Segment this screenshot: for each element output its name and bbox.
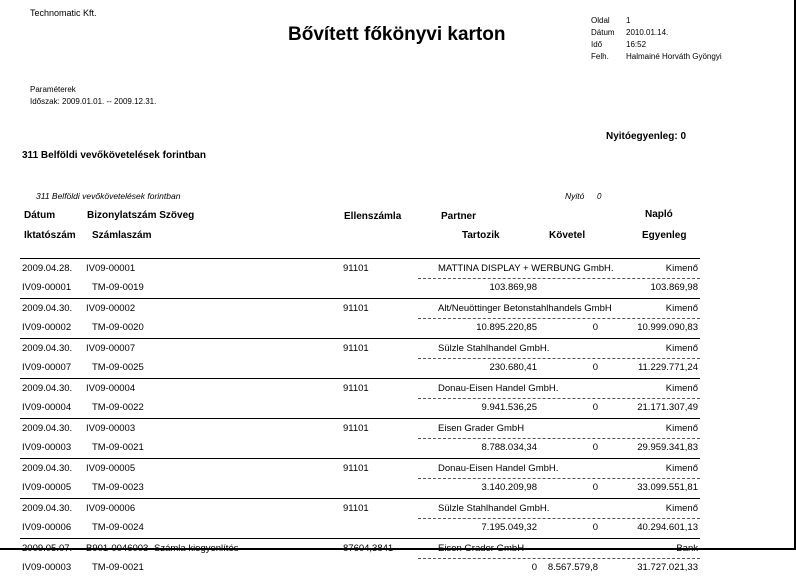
entry-filing-number: IV09-00001 xyxy=(22,282,72,293)
col-naplo: Napló xyxy=(645,209,673,220)
amount-divider xyxy=(418,478,700,479)
entry-journal: Kimenő xyxy=(665,463,698,474)
entry-filing-number: IV09-00002 xyxy=(22,322,72,333)
entry-filing-number: IV09-00004 xyxy=(22,402,72,413)
table-row xyxy=(20,498,700,519)
entry-date: 2009.04.28. xyxy=(22,263,73,274)
entry-debit: 8.788.034,34 xyxy=(481,442,537,453)
meta-user-label: Felh. xyxy=(591,52,609,61)
table-row-detail xyxy=(20,398,700,418)
table-row-detail xyxy=(20,438,700,458)
opening-balance: Nyitóegyenleg: 0 xyxy=(606,131,687,142)
meta-page-value: 1 xyxy=(626,16,631,25)
entry-journal: Kimenő xyxy=(665,383,698,394)
entry-credit: 0 xyxy=(592,482,598,493)
amount-divider xyxy=(418,558,700,559)
meta-date-label: Dátum xyxy=(591,28,615,37)
entry-journal: Kimenő xyxy=(665,343,698,354)
entry-partner: Donau-Eisen Handel GmbH. xyxy=(438,463,559,474)
entry-document-number: B901-0046003 xyxy=(86,543,149,554)
table-row xyxy=(20,418,700,439)
entry-text: Számla kiegyenlítés xyxy=(154,543,239,554)
amount-divider xyxy=(418,358,700,359)
entry-invoice-number: TM-09-0025 xyxy=(92,362,144,373)
entry-invoice-number: TM-09-0019 xyxy=(92,282,144,293)
entry-invoice-number: TM-09-0022 xyxy=(92,402,144,413)
entry-filing-number: IV09-00006 xyxy=(22,522,72,533)
entry-date: 2009.04.30. xyxy=(22,303,73,314)
entry-balance: 29.959.341,83 xyxy=(637,442,698,453)
entry-debit: 9.941.536,25 xyxy=(481,402,537,413)
report-title: Bővített főkönyvi karton xyxy=(288,24,506,45)
entry-credit: 0 xyxy=(592,522,598,533)
entry-counter-account: 91101 xyxy=(343,263,369,274)
entry-document-number: IV09-00005 xyxy=(86,463,136,474)
entry-filing-number: IV09-00007 xyxy=(22,362,72,373)
opening-label: Nyitó xyxy=(565,191,585,201)
entry-partner: MATTINA DISPLAY + WERBUNG GmbH. xyxy=(438,263,614,274)
entry-credit: 0 xyxy=(592,322,598,333)
entry-balance: 10.999.090,83 xyxy=(637,322,698,333)
opening-value: 0 xyxy=(597,192,602,201)
account-title: 311 Belföldi vevőkövetelések forintban xyxy=(22,150,206,161)
entry-journal: Kimenő xyxy=(665,303,698,314)
entry-credit: 0 xyxy=(592,362,598,373)
table-row xyxy=(20,538,700,559)
entry-invoice-number: TM-09-0021 xyxy=(92,562,144,573)
entry-balance: 33.099.551,81 xyxy=(637,482,698,493)
col-partner: Partner xyxy=(441,211,477,222)
entry-journal: Kimenő xyxy=(665,503,698,514)
entry-balance: 21.171.307,49 xyxy=(637,402,698,413)
entry-filing-number: IV09-00005 xyxy=(22,482,72,493)
entry-date: 2009.04.30. xyxy=(22,383,73,394)
entry-partner: Donau-Eisen Handel GmbH. xyxy=(438,383,559,394)
meta-page-label: Oldal xyxy=(591,16,610,25)
entry-filing-number: IV09-00003 xyxy=(22,562,72,573)
col-kovetel: Követel xyxy=(549,230,586,241)
entry-balance: 11.229.771,24 xyxy=(637,362,698,373)
entry-partner: Eisen Grader GmbH xyxy=(438,423,525,434)
entry-date: 2009.04.30. xyxy=(22,423,73,434)
entry-document-number: IV09-00003 xyxy=(86,423,136,434)
entry-debit: 103.869,98 xyxy=(489,282,537,293)
table-row xyxy=(20,258,700,279)
col-tartozik: Tartozik xyxy=(462,230,500,241)
entry-counter-account: 91101 xyxy=(343,303,369,314)
entry-document-number: IV09-00004 xyxy=(86,383,136,394)
entry-invoice-number: TM-09-0021 xyxy=(92,442,144,453)
amount-divider xyxy=(418,518,700,519)
table-row-detail xyxy=(20,518,700,538)
entry-journal: Kimenő xyxy=(665,263,698,274)
meta-time-value: 16:52 xyxy=(626,40,647,49)
entry-journal: Kimenő xyxy=(665,423,698,434)
entry-debit: 230.680,41 xyxy=(489,362,537,373)
entry-date: 2009.05.07. xyxy=(22,543,73,554)
entry-balance: 40.294.601,13 xyxy=(637,522,698,533)
amount-divider xyxy=(418,278,700,279)
entry-counter-account: 91101 xyxy=(343,343,369,354)
table-row-detail xyxy=(20,558,700,578)
entry-balance: 103.869,98 xyxy=(650,282,698,293)
meta-user-value: Halmainé Horváth Gyöngyi xyxy=(626,52,722,61)
entry-counter-account: 91101 xyxy=(343,423,369,434)
parameters-heading: Paraméterek xyxy=(30,85,76,94)
entry-invoice-number: TM-09-0020 xyxy=(92,322,144,333)
table-row-detail xyxy=(20,358,700,378)
table-row xyxy=(20,298,700,319)
meta-date-value: 2010.01.14. xyxy=(626,28,669,37)
table-row xyxy=(20,338,700,359)
col-szamlaszam: Számlaszám xyxy=(92,230,152,241)
entry-balance: 31.727.021,33 xyxy=(637,562,698,573)
table-row xyxy=(20,458,700,479)
amount-divider xyxy=(418,438,700,439)
meta-time-label: Idő xyxy=(591,40,603,49)
col-egyenleg: Egyenleg xyxy=(642,230,687,241)
entry-debit: 7.195.049,32 xyxy=(481,522,537,533)
entry-debit: 10.895.220,85 xyxy=(476,322,537,333)
table-row-detail xyxy=(20,478,700,498)
table-row xyxy=(20,378,700,399)
entry-partner: Sülzle Stahlhandel GmbH. xyxy=(438,503,550,514)
entry-date: 2009.04.30. xyxy=(22,503,73,514)
entry-partner: Sülzle Stahlhandel GmbH. xyxy=(438,343,550,354)
entry-document-number: IV09-00002 xyxy=(86,303,136,314)
account-subtitle: 311 Belföldi vevőkövetelések forintban xyxy=(36,191,181,201)
entry-credit: 0 xyxy=(592,442,598,453)
table-row-detail xyxy=(20,278,700,298)
col-bizonylat: Bizonylatszám Szöveg xyxy=(87,210,195,221)
amount-divider xyxy=(418,318,700,319)
entry-document-number: IV09-00006 xyxy=(86,503,136,514)
parameters-block xyxy=(30,84,156,108)
entry-document-number: IV09-00007 xyxy=(86,343,136,354)
entry-credit: 8.567.579,8 xyxy=(547,562,598,573)
entry-credit: 0 xyxy=(592,402,598,413)
company-name: Technomatic Kft. xyxy=(30,8,97,18)
entry-document-number: IV09-00001 xyxy=(86,263,136,274)
col-iktato: Iktatószám xyxy=(24,230,76,241)
entry-counter-account: 87604,3841 xyxy=(343,543,394,554)
amount-divider xyxy=(418,398,700,399)
entry-debit: 3.140.209,98 xyxy=(481,482,537,493)
col-ellenszamla: Ellenszámla xyxy=(344,211,402,222)
entry-invoice-number: TM-09-0024 xyxy=(92,522,144,533)
entry-partner: Alt/Neuöttinger Betonstahlhandels GmbH xyxy=(438,303,612,314)
col-datum: Dátum xyxy=(24,210,56,221)
entry-counter-account: 91101 xyxy=(343,463,369,474)
entry-counter-account: 91101 xyxy=(343,383,369,394)
entry-counter-account: 91101 xyxy=(343,503,369,514)
entry-invoice-number: TM-09-0023 xyxy=(92,482,144,493)
entry-partner: Eisen Grader GmbH xyxy=(438,543,525,554)
entry-debit: 0 xyxy=(531,562,537,573)
entry-date: 2009.04.30. xyxy=(22,463,73,474)
entry-filing-number: IV09-00003 xyxy=(22,442,72,453)
entry-date: 2009.04.30. xyxy=(22,343,73,354)
entry-journal: Bank xyxy=(676,543,698,554)
period-text: Időszak: 2009.01.01. -- 2009.12.31. xyxy=(30,97,157,106)
table-row-detail xyxy=(20,318,700,338)
